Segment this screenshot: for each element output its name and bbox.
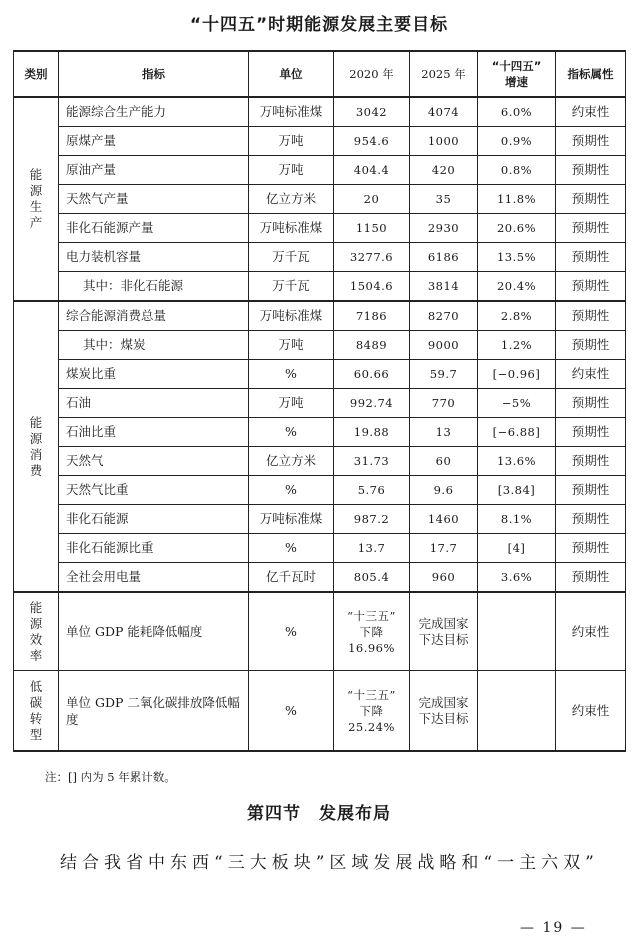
unit-cell: 亿立方米 xyxy=(249,185,334,214)
table-header-row xyxy=(14,51,626,97)
value-2020-cell: 1504.6 xyxy=(334,272,410,302)
header-2020: 2020 年 xyxy=(334,51,410,97)
value-2020-cell: 805.4 xyxy=(334,563,410,593)
unit-cell: % xyxy=(249,360,334,389)
growth-cell: −5% xyxy=(478,389,556,418)
value-2020-cell: 5.76 xyxy=(334,476,410,505)
value-2025-line2: 下达目标 xyxy=(418,710,469,726)
growth-cell: [−0.96] xyxy=(478,360,556,389)
attribute-cell: 预期性 xyxy=(556,418,626,447)
value-2025-cell: 35 xyxy=(410,185,478,214)
unit-cell: 万吨 xyxy=(249,156,334,185)
value-2025-line1: 完成国家 xyxy=(418,615,469,631)
table-row xyxy=(14,563,626,593)
growth-cell: [4] xyxy=(478,534,556,563)
indicator-cell: 单位 GDP 能耗降低幅度 xyxy=(59,592,249,671)
table-row xyxy=(14,592,626,671)
indicator-cell: 煤炭比重 xyxy=(59,360,249,389)
value-2020-cell: 8489 xyxy=(334,331,410,360)
value-2020-cell: 19.88 xyxy=(334,418,410,447)
page-number: — 19 — xyxy=(520,920,587,936)
unit-cell: % xyxy=(249,418,334,447)
attribute-cell: 预期性 xyxy=(556,563,626,593)
value-2025-cell: 2930 xyxy=(410,214,478,243)
growth-cell: 20.4% xyxy=(478,272,556,302)
indicator-cell: 全社会用电量 xyxy=(59,563,249,593)
header-indicator: 指标 xyxy=(59,51,249,97)
value-2025-cell: 1000 xyxy=(410,127,478,156)
table-row xyxy=(14,331,626,360)
body-paragraph: 结合我省中东西“三大板块”区域发展战略和“一主六双” xyxy=(60,853,599,873)
table-row xyxy=(14,185,626,214)
value-2020-cell: 31.73 xyxy=(334,447,410,476)
unit-cell: 亿千瓦时 xyxy=(249,563,334,593)
value-2025-cell: 4074 xyxy=(410,97,478,127)
value-2025-cell: 6186 xyxy=(410,243,478,272)
value-2020-cell: 20 xyxy=(334,185,410,214)
indicator-cell: 能源综合生产能力 xyxy=(59,97,249,127)
table-note: 注：[] 内为 5 年累计数。 xyxy=(45,770,176,784)
indicator-cell: 其中：非化石能源 xyxy=(59,272,249,302)
table-row xyxy=(14,476,626,505)
table-row xyxy=(14,505,626,534)
table-row xyxy=(14,272,626,302)
unit-cell: 万千瓦 xyxy=(249,243,334,272)
indicator-cell: 综合能源消费总量 xyxy=(59,301,249,331)
growth-cell: 1.2% xyxy=(478,331,556,360)
attribute-cell: 预期性 xyxy=(556,447,626,476)
table-row xyxy=(14,534,626,563)
value-2020-cell: 7186 xyxy=(334,301,410,331)
value-2020-line1: “十三五” xyxy=(347,608,396,623)
attribute-cell: 预期性 xyxy=(556,185,626,214)
attribute-cell: 预期性 xyxy=(556,301,626,331)
value-2025-cell: 420 xyxy=(410,156,478,185)
unit-cell: 万吨标准煤 xyxy=(249,214,334,243)
table-row xyxy=(14,418,626,447)
category-low-carbon: 低碳转型 xyxy=(14,671,59,752)
attribute-cell: 预期性 xyxy=(556,476,626,505)
indicator-cell: 非化石能源比重 xyxy=(59,534,249,563)
growth-cell: 0.8% xyxy=(478,156,556,185)
attribute-cell: 预期性 xyxy=(556,127,626,156)
value-2020-cell: 60.66 xyxy=(334,360,410,389)
growth-cell: 11.8% xyxy=(478,185,556,214)
header-growth-line2: 增速 xyxy=(505,75,528,89)
attribute-cell: 预期性 xyxy=(556,243,626,272)
unit-cell: % xyxy=(249,476,334,505)
table-row xyxy=(14,360,626,389)
attribute-cell: 预期性 xyxy=(556,272,626,302)
category-efficiency: 能源效率 xyxy=(14,592,59,671)
indicator-cell: 原油产量 xyxy=(59,156,249,185)
growth-cell: 20.6% xyxy=(478,214,556,243)
category-production: 能源生产 xyxy=(14,97,59,301)
value-2020-cell: 1150 xyxy=(334,214,410,243)
value-2025-cell: 1460 xyxy=(410,505,478,534)
value-2025-cell: 8270 xyxy=(410,301,478,331)
table-row xyxy=(14,214,626,243)
value-2020-cell: 3042 xyxy=(334,97,410,127)
attribute-cell: 预期性 xyxy=(556,505,626,534)
indicator-cell: 天然气比重 xyxy=(59,476,249,505)
value-2025-cell: 960 xyxy=(410,563,478,593)
unit-cell: % xyxy=(249,534,334,563)
header-attribute: 指标属性 xyxy=(556,51,626,97)
growth-cell: 8.1% xyxy=(478,505,556,534)
growth-cell: 13.6% xyxy=(478,447,556,476)
indicator-cell: 非化石能源 xyxy=(59,505,249,534)
value-2025-cell: 59.7 xyxy=(410,360,478,389)
header-2025: 2025 年 xyxy=(410,51,478,97)
unit-cell: 万吨 xyxy=(249,331,334,360)
indicator-cell: 其中：煤炭 xyxy=(59,331,249,360)
header-category: 类别 xyxy=(14,51,59,97)
value-2025-cell: 770 xyxy=(410,389,478,418)
value-2020-cell xyxy=(334,671,410,752)
value-2025-cell: 60 xyxy=(410,447,478,476)
attribute-cell: 约束性 xyxy=(556,592,626,671)
unit-cell: % xyxy=(249,592,334,671)
unit-cell: 万吨 xyxy=(249,127,334,156)
value-2020-line3: 25.24% xyxy=(348,719,395,734)
growth-cell: 3.6% xyxy=(478,563,556,593)
value-2020-line3: 16.96% xyxy=(348,640,395,655)
table-row xyxy=(14,156,626,185)
unit-cell: 万吨标准煤 xyxy=(249,97,334,127)
indicator-cell: 石油比重 xyxy=(59,418,249,447)
growth-cell: [3.84] xyxy=(478,476,556,505)
table-row xyxy=(14,127,626,156)
value-2025-cell: 9.6 xyxy=(410,476,478,505)
value-2020-line2: 下降 xyxy=(359,624,384,639)
indicator-cell: 单位 GDP 二氧化碳排放降低幅度 xyxy=(59,671,249,752)
attribute-cell: 预期性 xyxy=(556,156,626,185)
unit-cell: 万吨 xyxy=(249,389,334,418)
value-2025-cell: 13 xyxy=(410,418,478,447)
table-row xyxy=(14,389,626,418)
category-consumption: 能源消费 xyxy=(14,301,59,592)
unit-cell: 万吨标准煤 xyxy=(249,301,334,331)
indicator-cell: 非化石能源产量 xyxy=(59,214,249,243)
value-2025-cell: 17.7 xyxy=(410,534,478,563)
header-growth-line1: “十四五” xyxy=(491,59,542,73)
value-2020-cell xyxy=(334,592,410,671)
indicator-cell: 天然气产量 xyxy=(59,185,249,214)
table-row xyxy=(14,301,626,331)
attribute-cell: 预期性 xyxy=(556,331,626,360)
unit-cell: % xyxy=(249,671,334,752)
attribute-cell: 预期性 xyxy=(556,389,626,418)
indicator-cell: 天然气 xyxy=(59,447,249,476)
value-2020-cell: 3277.6 xyxy=(334,243,410,272)
header-growth xyxy=(478,51,556,97)
value-2025-line2: 下达目标 xyxy=(418,631,469,647)
growth-cell xyxy=(478,592,556,671)
table-row xyxy=(14,243,626,272)
value-2020-cell: 13.7 xyxy=(334,534,410,563)
attribute-cell: 预期性 xyxy=(556,534,626,563)
table-row xyxy=(14,447,626,476)
energy-targets-table xyxy=(13,50,626,752)
table-row xyxy=(14,97,626,127)
attribute-cell: 约束性 xyxy=(556,671,626,752)
growth-cell: [−6.88] xyxy=(478,418,556,447)
indicator-cell: 原煤产量 xyxy=(59,127,249,156)
table-row xyxy=(14,671,626,752)
growth-cell: 2.8% xyxy=(478,301,556,331)
value-2020-cell: 992.74 xyxy=(334,389,410,418)
value-2020-line1: “十三五” xyxy=(347,687,396,702)
unit-cell: 万吨标准煤 xyxy=(249,505,334,534)
unit-cell: 亿立方米 xyxy=(249,447,334,476)
growth-cell: 6.0% xyxy=(478,97,556,127)
growth-cell: 0.9% xyxy=(478,127,556,156)
value-2025-cell: 9000 xyxy=(410,331,478,360)
attribute-cell: 约束性 xyxy=(556,97,626,127)
growth-cell: 13.5% xyxy=(478,243,556,272)
value-2025-cell: 3814 xyxy=(410,272,478,302)
indicator-cell: 电力装机容量 xyxy=(59,243,249,272)
value-2025-cell xyxy=(410,592,478,671)
unit-cell: 万千瓦 xyxy=(249,272,334,302)
growth-cell xyxy=(478,671,556,752)
value-2020-cell: 954.6 xyxy=(334,127,410,156)
attribute-cell: 预期性 xyxy=(556,214,626,243)
table-title: “十四五”时期能源发展主要目标 xyxy=(189,15,449,35)
section-title: 第四节 发展布局 xyxy=(247,804,391,824)
header-unit: 单位 xyxy=(249,51,334,97)
value-2020-cell: 404.4 xyxy=(334,156,410,185)
value-2025-cell xyxy=(410,671,478,752)
attribute-cell: 约束性 xyxy=(556,360,626,389)
value-2020-line2: 下降 xyxy=(359,703,384,718)
indicator-cell: 石油 xyxy=(59,389,249,418)
value-2025-line1: 完成国家 xyxy=(418,694,469,710)
value-2020-cell: 987.2 xyxy=(334,505,410,534)
